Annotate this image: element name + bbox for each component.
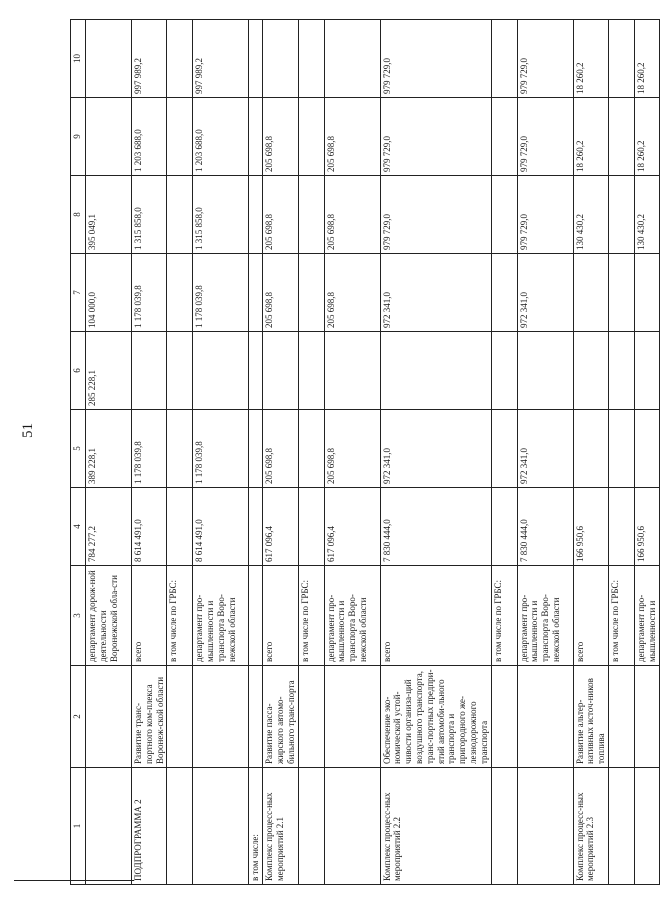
executor-cell: в том числе по ГРБС: [298,566,324,666]
executor-cell: департамент про-мышленности и транспорта Воро-нежской области [517,566,573,666]
name-cell: Развитие альтер-нативных источ-ников топлива [573,666,608,768]
table-row [380,20,491,885]
name-cell [324,666,380,768]
rotated-table-container [70,20,657,885]
amount-cell [86,98,132,176]
amount-cell: 784 277,2 [86,488,132,566]
amount-cell [324,332,380,410]
amount-cell [324,20,380,98]
executor-cell: всего [263,566,298,666]
amount-cell [167,176,193,254]
amount-cell [608,332,634,410]
amount-cell [249,332,263,410]
amount-cell: 1 178 039,8 [193,410,249,488]
amount-cell [491,332,517,410]
amount-cell [491,254,517,332]
program-cell: Комплекс процесс-ных мероприятий 2.2 [380,768,491,885]
program-cell [634,768,659,885]
name-cell [298,666,324,768]
name-cell [167,666,193,768]
amount-cell [517,332,573,410]
amount-cell: 205 698,8 [263,410,298,488]
name-cell [86,666,132,768]
amount-cell [298,332,324,410]
amount-cell: 130 430,2 [634,176,659,254]
executor-cell: департамент про-мышленности и [634,566,659,666]
amount-cell [298,254,324,332]
amount-cell: 997 989,2 [193,20,249,98]
footer-rule [14,880,134,881]
name-cell: Развитие транс-портного ком-плекса Воронеж-ской области [132,666,167,768]
header-cell: 5 [71,410,86,488]
executor-cell: всего [573,566,608,666]
budget-table [70,19,660,885]
amount-cell [249,20,263,98]
amount-cell: 166 950,6 [573,488,608,566]
amount-cell [573,332,608,410]
amount-cell: 8 614 491,0 [132,488,167,566]
program-cell: в том числе: [249,768,263,885]
amount-cell [263,20,298,98]
amount-cell: 389 228,1 [86,410,132,488]
program-cell: Комплекс процесс-ных мероприятий 2.3 [573,768,608,885]
table-row [634,20,659,885]
amount-cell: 166 950,6 [634,488,659,566]
name-cell [249,666,263,768]
amount-cell [573,410,608,488]
amount-cell: 205 698,8 [263,254,298,332]
amount-cell [298,488,324,566]
amount-cell: 1 178 039,8 [193,254,249,332]
amount-cell [491,98,517,176]
header-cell: 9 [71,98,86,176]
page-number: 51 [20,423,36,438]
amount-cell [167,254,193,332]
amount-cell: 205 698,8 [263,176,298,254]
amount-cell: 18 260,2 [573,20,608,98]
amount-cell: 1 315 858,0 [132,176,167,254]
amount-cell: 205 698,8 [324,254,380,332]
name-cell: Развитие пасса-жирского автомо-бильного транс-порта [263,666,298,768]
amount-cell: 18 260,2 [634,98,659,176]
table-row [86,20,132,885]
amount-cell [608,98,634,176]
program-cell [167,768,193,885]
executor-cell: в том числе по ГРБС: [491,566,517,666]
amount-cell: 617 096,4 [263,488,298,566]
name-cell [608,666,634,768]
amount-cell: 1 315 858,0 [193,176,249,254]
header-row [71,20,86,885]
executor-cell: департамент дорож-ной деятельности Воронежской обла-сти [86,566,132,666]
table-row [517,20,573,885]
amount-cell: 972 341,0 [380,410,491,488]
executor-cell: департамент про-мышленности и транспорта Воро-нежской области [324,566,380,666]
amount-cell [573,254,608,332]
program-cell: ПОДПРОГРАММА 2 [132,768,167,885]
amount-cell: 18 260,2 [573,98,608,176]
name-cell [634,666,659,768]
amount-cell [298,410,324,488]
amount-cell: 130 430,2 [573,176,608,254]
amount-cell: 18 260,2 [634,20,659,98]
amount-cell [634,410,659,488]
amount-cell [167,410,193,488]
amount-cell: 1 203 688,0 [193,98,249,176]
header-cell: 1 [71,768,86,885]
amount-cell [167,20,193,98]
header-cell: 6 [71,332,86,410]
table-row [491,20,517,885]
amount-cell: 1 178 039,8 [132,410,167,488]
program-cell [324,768,380,885]
program-cell [193,768,249,885]
amount-cell: 205 698,8 [324,176,380,254]
amount-cell: 285 228,1 [86,332,132,410]
amount-cell: 7 830 444,0 [380,488,491,566]
name-cell: Обеспечение эко-номической устой-чивости организа-ций воздушного транспорта, транс-портных предпри-ятий автомоби-льного транспорта и пригородного же-лезнодорожного транспорта [380,666,491,768]
amount-cell [608,176,634,254]
header-cell: 7 [71,254,86,332]
amount-cell: 205 698,8 [324,410,380,488]
amount-cell: 979 729,0 [380,98,491,176]
header-cell: 8 [71,176,86,254]
amount-cell [249,98,263,176]
amount-cell: 997 989,2 [132,20,167,98]
table-row [132,20,167,885]
amount-cell: 972 341,0 [517,254,573,332]
name-cell [517,666,573,768]
amount-cell: 972 341,0 [517,410,573,488]
amount-cell [249,488,263,566]
amount-cell [634,254,659,332]
program-cell [86,768,132,885]
amount-cell [167,488,193,566]
amount-cell: 7 830 444,0 [517,488,573,566]
table-row [193,20,249,885]
name-cell [193,666,249,768]
amount-cell [249,176,263,254]
amount-cell [608,488,634,566]
amount-cell [193,332,249,410]
amount-cell: 1 203 688,0 [132,98,167,176]
amount-cell [608,20,634,98]
amount-cell [380,332,491,410]
header-cell: 2 [71,666,86,768]
amount-cell [132,332,167,410]
executor-cell: в том числе по ГРБС: [608,566,634,666]
program-cell [298,768,324,885]
amount-cell [263,332,298,410]
table-row [167,20,193,885]
table-row [298,20,324,885]
program-cell [491,768,517,885]
amount-cell [249,254,263,332]
amount-cell [298,176,324,254]
amount-cell [634,332,659,410]
amount-cell: 1 178 039,8 [132,254,167,332]
amount-cell [491,488,517,566]
amount-cell [167,98,193,176]
header-cell: 10 [71,20,86,98]
name-cell [491,666,517,768]
amount-cell [491,176,517,254]
executor-cell: всего [132,566,167,666]
amount-cell: 617 096,4 [324,488,380,566]
amount-cell: 8 614 491,0 [193,488,249,566]
table-row [608,20,634,885]
amount-cell [491,410,517,488]
executor-cell: всего [380,566,491,666]
amount-cell: 979 729,0 [517,98,573,176]
amount-cell [167,332,193,410]
amount-cell: 972 341,0 [380,254,491,332]
amount-cell: 395 049,1 [86,176,132,254]
executor-cell: департамент про-мышленности и транспорта Воро-нежской области [193,566,249,666]
amount-cell: 205 698,8 [263,98,298,176]
amount-cell [298,20,324,98]
executor-cell [249,566,263,666]
amount-cell: 205 698,8 [324,98,380,176]
executor-cell: в том числе по ГРБС: [167,566,193,666]
amount-cell: 979 729,0 [517,20,573,98]
amount-cell [86,20,132,98]
amount-cell: 979 729,0 [380,20,491,98]
amount-cell: 104 000,0 [86,254,132,332]
table-row [324,20,380,885]
table-row [249,20,263,885]
program-cell [608,768,634,885]
amount-cell: 979 729,0 [517,176,573,254]
amount-cell [298,98,324,176]
amount-cell [608,410,634,488]
table-row [573,20,608,885]
amount-cell [608,254,634,332]
amount-cell [491,20,517,98]
table-row [263,20,298,885]
amount-cell [249,410,263,488]
header-cell: 3 [71,566,86,666]
header-cell: 4 [71,488,86,566]
program-cell: Комплекс процесс-ных мероприятий 2.1 [263,768,298,885]
program-cell [517,768,573,885]
amount-cell: 979 729,0 [380,176,491,254]
